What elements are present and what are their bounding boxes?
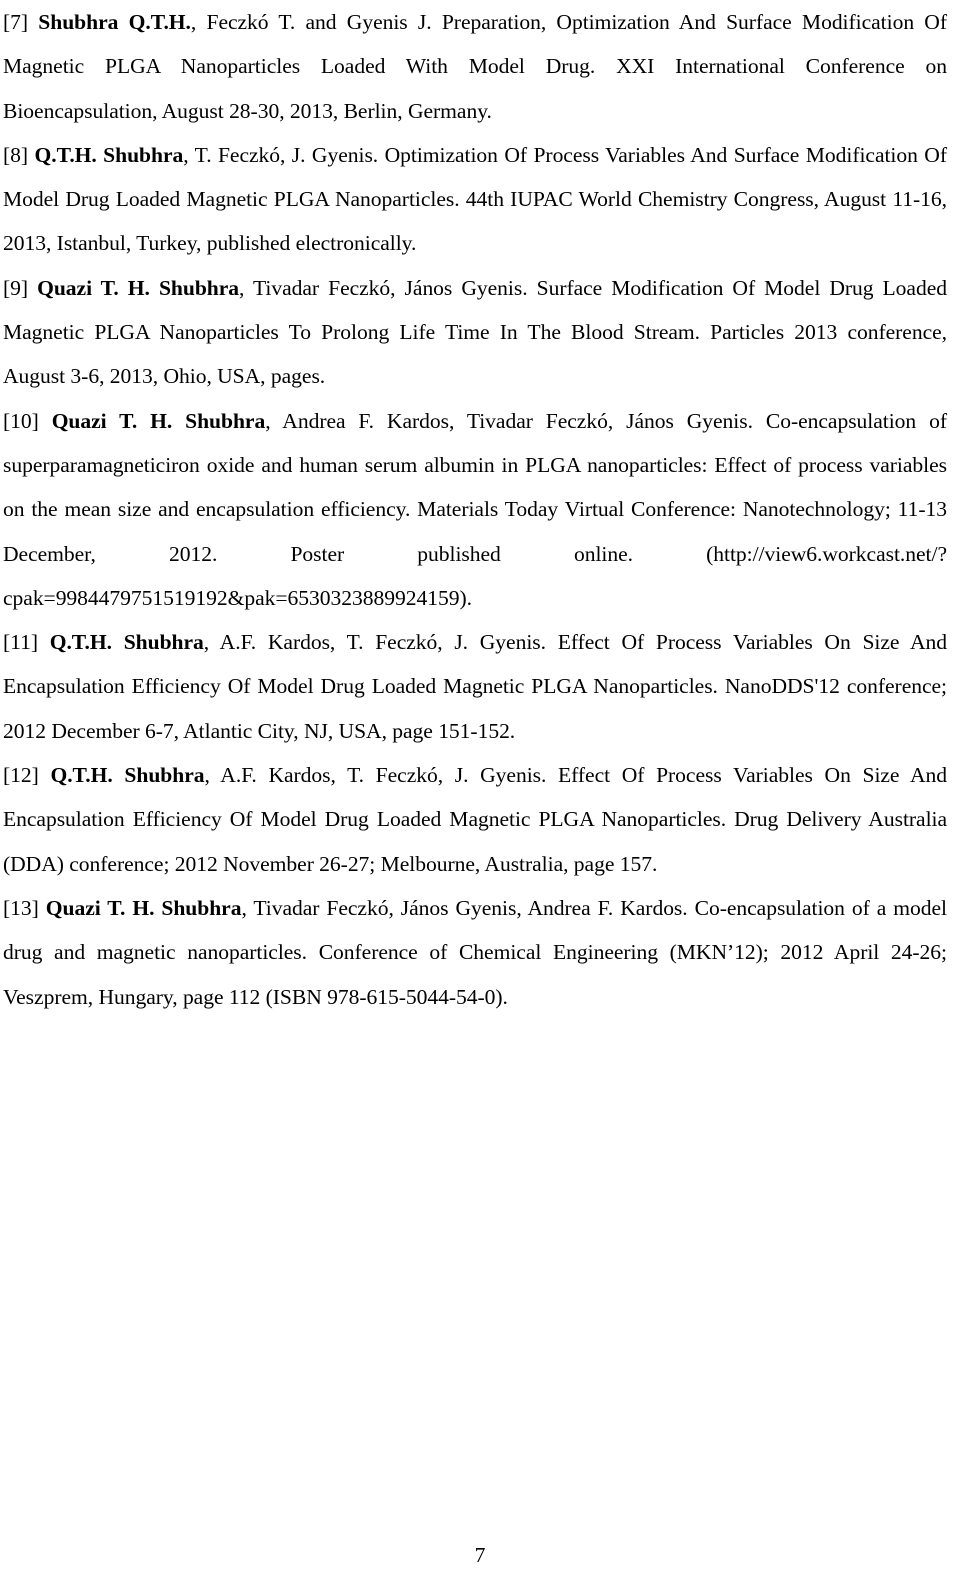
reference-authors: , A.F. Kardos, T. Feczkó, J. Gyenis. <box>203 630 558 655</box>
reference-8 <box>3 133 947 266</box>
reference-12 <box>3 753 947 886</box>
reference-7 <box>3 0 947 133</box>
reference-bold-authors: Q.T.H. Shubhra <box>49 630 204 655</box>
reference-text: Optimization Of Process Variables And Surface Modification Of Model Drug Loaded Magnetic PLGA Nanoparticles. 44th IUPAC World Chemistry Congress, August 11-16, 2013, Istanbul, Turkey, published electronically. <box>3 142 947 256</box>
reference-13 <box>3 886 947 1019</box>
reference-authors: , Andrea F. Kardos, Tivadar Feczkó, János Gyenis. <box>265 408 766 433</box>
reference-text: Effect Of Process Variables On Size And Encapsulation Efficiency Of Model Drug Loaded Magnetic PLGA Nanoparticles. NanoDDS'12 conference; 2012 December 6-7, Atlantic City, NJ, USA, page 151-152. <box>3 630 947 743</box>
reference-authors: , Tivadar Feczkó, János Gyenis. <box>239 275 537 300</box>
reference-authors: , A.F. Kardos, T. Feczkó, J. Gyenis. <box>204 763 559 788</box>
reference-number: [12] <box>3 763 39 788</box>
page-number: 7 <box>474 1543 486 1567</box>
reference-authors: , Tivadar Feczkó, János Gyenis, Andrea F. Kardos. <box>241 895 695 920</box>
reference-number: [10] <box>3 408 39 433</box>
reference-bold-authors: Quazi T. H. Shubhra <box>37 275 240 300</box>
reference-text: Effect Of Process Variables On Size And Encapsulation Efficiency Of Model Drug Loaded Magnetic PLGA Nanoparticles. Drug Delivery Australia (DDA) conference; 2012 November 26-27; Melbourne, Australia, page 157. <box>3 763 947 876</box>
reference-number: [9] <box>3 275 29 300</box>
reference-authors: , Feczkó T. and Gyenis J. <box>190 10 442 34</box>
reference-number: [11] <box>3 630 38 655</box>
reference-9 <box>3 266 947 399</box>
reference-authors: , T. Feczkó, J. Gyenis. <box>183 142 385 167</box>
reference-text: Co-encapsulation of a model drug and magnetic nanoparticles. Conference of Chemical Engineering (MKN’12); 2012 April 24-26; Veszprem, Hungary, page 112 (ISBN 978-615-5044-54-0). <box>3 895 947 1009</box>
reference-bold-authors: Q.T.H. Shubhra <box>34 142 184 167</box>
reference-number: [7] <box>3 10 29 34</box>
reference-11 <box>3 620 947 753</box>
reference-bold-authors: Q.T.H. Shubhra <box>50 763 205 788</box>
reference-bold-authors: Shubhra Q.T.H. <box>38 10 191 34</box>
reference-bold-authors: Quazi T. H. Shubhra <box>51 408 266 433</box>
reference-text: Co-encapsulation of superparamagneticiron oxide and human serum albumin in PLGA nanoparticles: Effect of process variables on the mean size and encapsulation efficiency. Materials Today Virtual Conference: Nanotechnology; 11-13 December, 2012. Poster published online. (http://view6.workcast.net/?cpak=9984479751519192&pak=6530323889924159). <box>3 408 947 610</box>
reference-text: Preparation, Optimization And Surface Modification Of Magnetic PLGA Nanoparticles Loaded With Model Drug. XXI International Conference on Bioencapsulation, August 28-30, 2013, Berlin, Germany. <box>3 10 947 123</box>
reference-text: Surface Modification Of Model Drug Loaded Magnetic PLGA Nanoparticles To Prolong Life Time In The Blood Stream. Particles 2013 conference, August 3-6, 2013, Ohio, USA, pages. <box>3 275 947 389</box>
reference-10 <box>3 399 947 620</box>
reference-bold-authors: Quazi T. H. Shubhra <box>45 895 242 920</box>
reference-list <box>3 0 947 1019</box>
reference-number: [13] <box>3 895 39 920</box>
reference-number: [8] <box>3 142 29 167</box>
